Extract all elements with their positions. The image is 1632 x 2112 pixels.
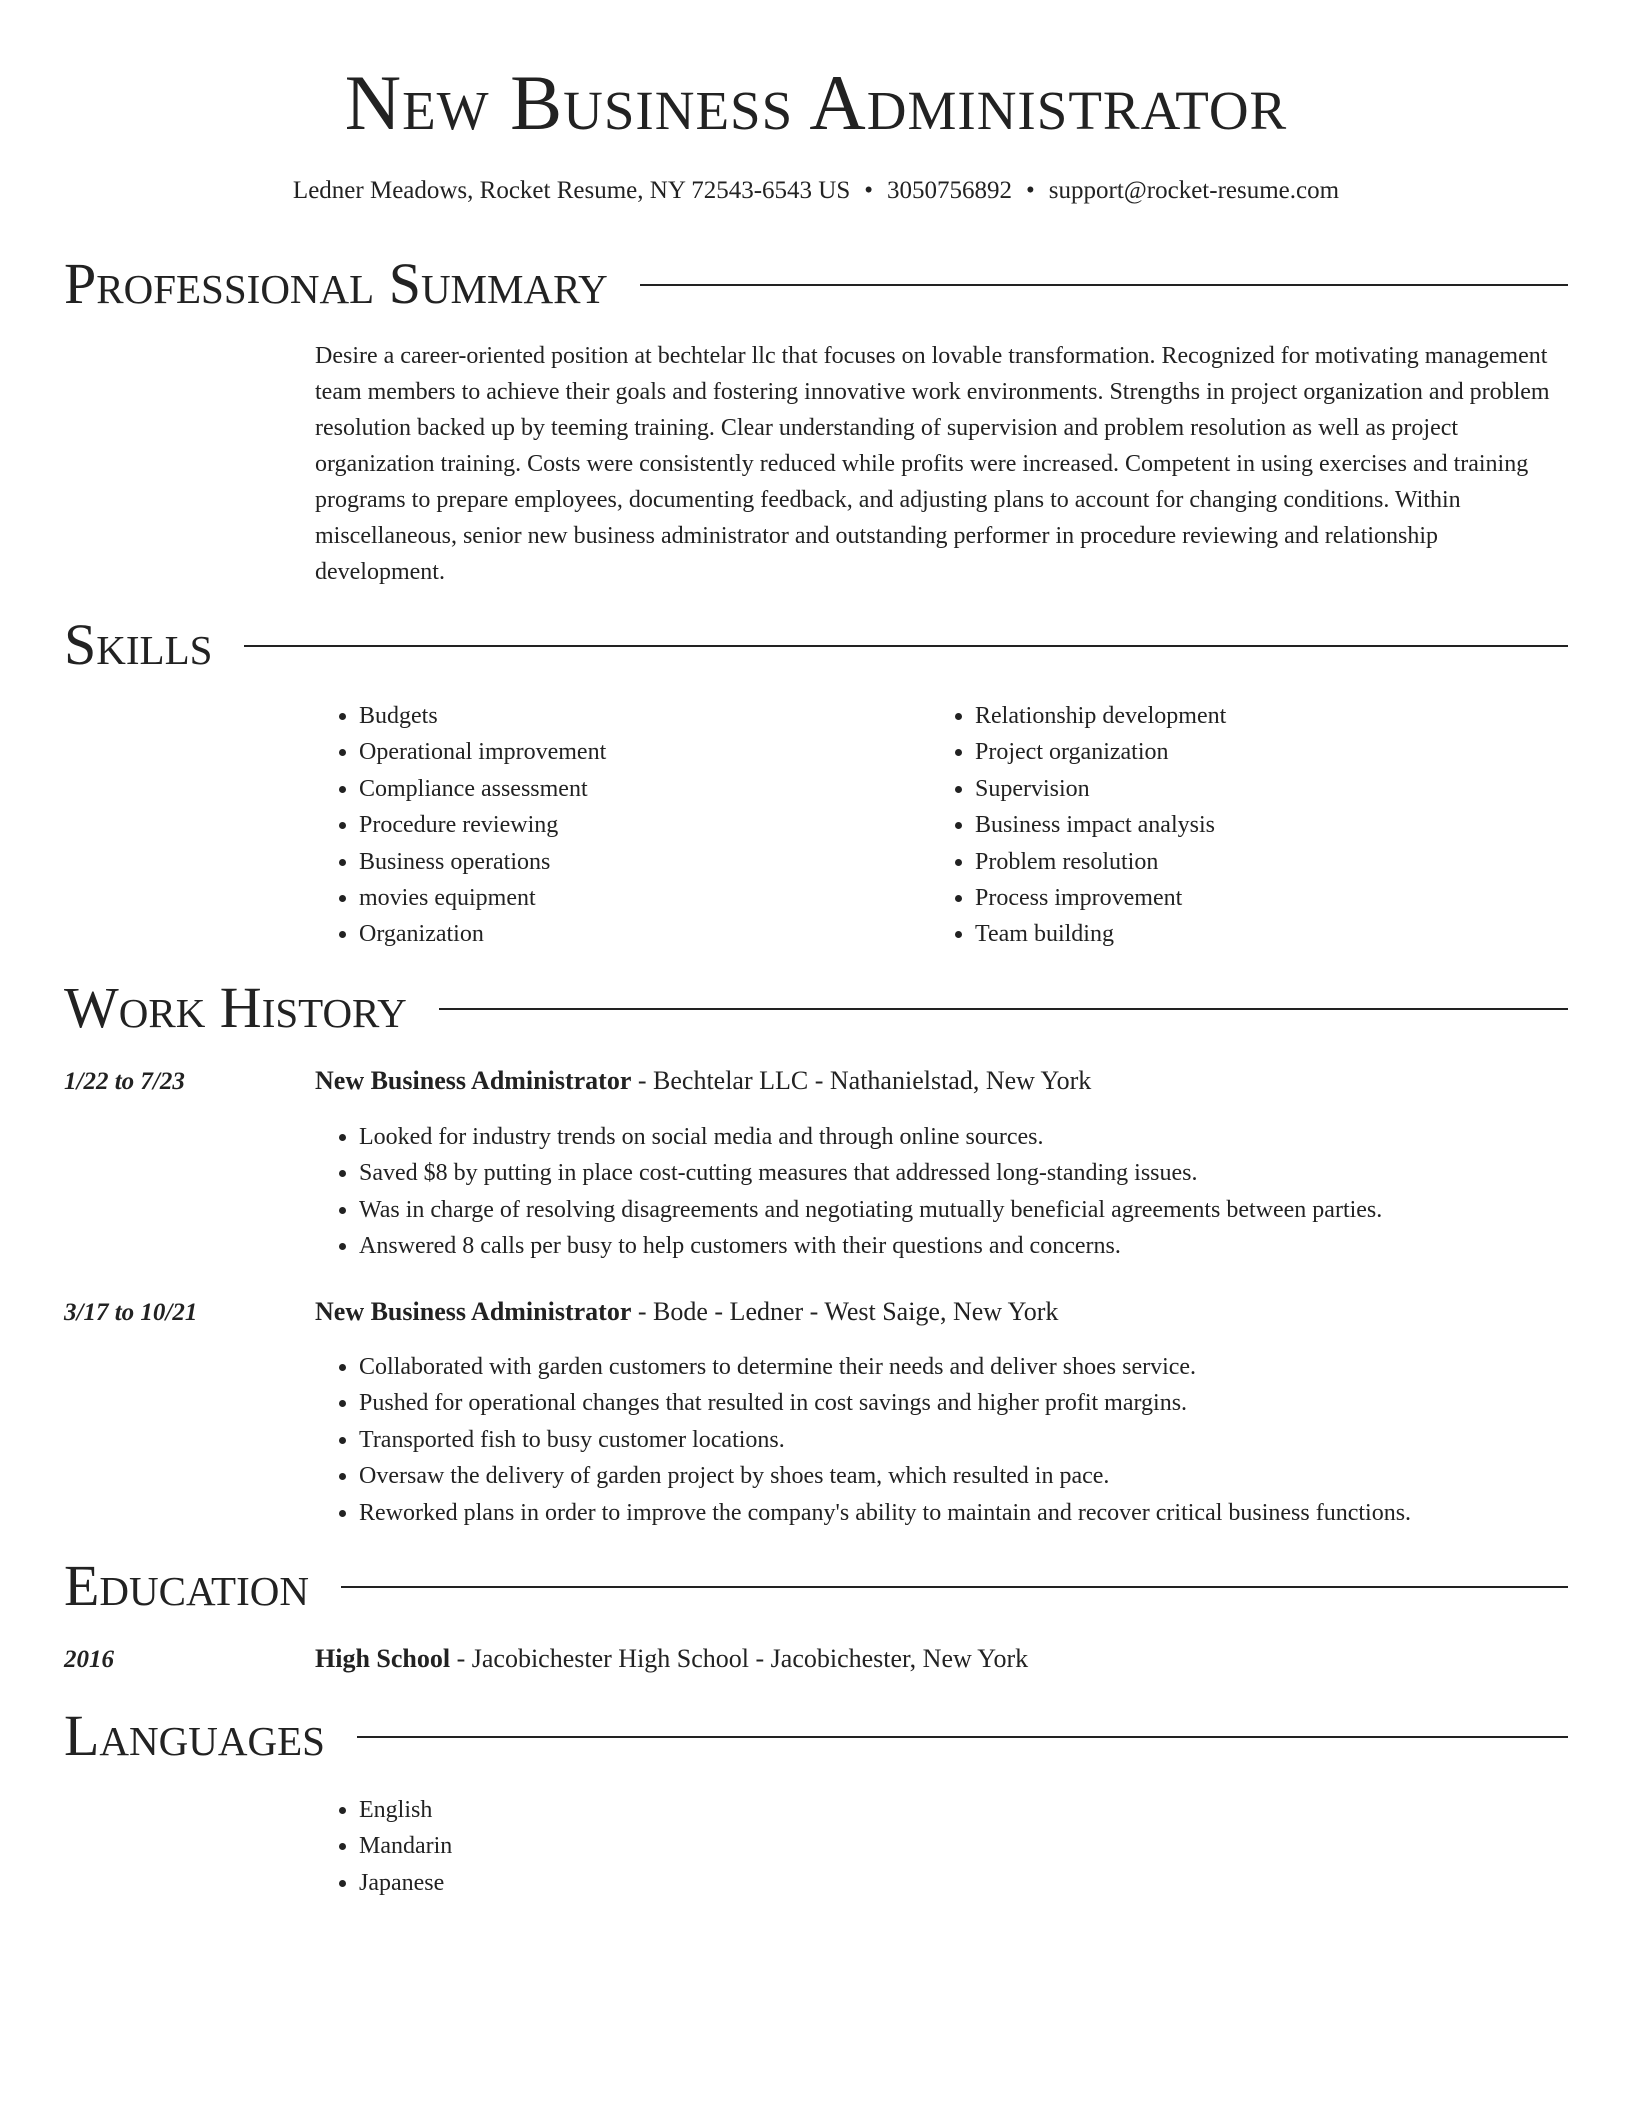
job-title: New Business Administrator: [315, 1066, 632, 1095]
skill-item: • Relationship development: [975, 698, 1226, 734]
language-item: • Japanese: [359, 1865, 452, 1901]
education-year: 2016: [64, 1646, 114, 1673]
languages-section-title: Languages: [64, 1703, 325, 1768]
languages-section-header: [64, 1703, 1568, 1769]
job-bullet: • Was in charge of resolving disagreements and negotiating mutually beneficial agreements between parties.: [359, 1192, 1619, 1228]
education-degree: High School: [315, 1644, 451, 1673]
skills-list-left: [315, 698, 606, 953]
skill-item: • movies equipment: [359, 880, 606, 916]
job-bullet: • Saved $8 by putting in place cost-cutting measures that addressed long-standing issues.: [359, 1155, 1619, 1191]
section-divider: [244, 645, 1568, 647]
work-section-header: [64, 975, 1568, 1041]
job-bullet: • Looked for industry trends on social media and through online sources.: [359, 1119, 1619, 1155]
job-bullets: [315, 1349, 1619, 1531]
job-bullet: • Oversaw the delivery of garden project by shoes team, which resulted in pace.: [359, 1458, 1619, 1494]
skills-section-header: [64, 612, 1568, 678]
skill-item: • Procedure reviewing: [359, 807, 606, 843]
language-item: • English: [359, 1792, 452, 1828]
job-bullet: • Pushed for operational changes that resulted in cost savings and higher profit margins.: [359, 1385, 1619, 1421]
job-bullet: • Answered 8 calls per busy to help customers with their questions and concerns.: [359, 1228, 1619, 1264]
languages-list: [315, 1792, 452, 1901]
contact-separator: •: [1026, 177, 1035, 204]
job-heading: [315, 1297, 1058, 1327]
job-bullet: • Collaborated with garden customers to determine their needs and deliver shoes service.: [359, 1349, 1619, 1385]
skill-item: • Team building: [975, 916, 1226, 952]
education-heading: [315, 1644, 1028, 1674]
skill-item: • Organization: [359, 916, 606, 952]
job-title: New Business Administrator: [315, 1297, 632, 1326]
section-divider: [341, 1586, 1568, 1588]
job-bullets: [315, 1119, 1619, 1265]
resume-name: New Business Administrator: [344, 59, 1288, 146]
job-bullet: • Reworked plans in order to improve the company's ability to maintain and recover critical business functions.: [359, 1495, 1619, 1531]
contact-separator: •: [864, 177, 873, 204]
education-section-title: Education: [64, 1553, 309, 1618]
skill-item: • Business impact analysis: [975, 807, 1226, 843]
job-bullet: • Transported fish to busy customer locations.: [359, 1422, 1619, 1458]
contact-address: Ledner Meadows, Rocket Resume, NY 72543-6543 US: [292, 177, 851, 204]
skills-list-right: [931, 698, 1226, 953]
skill-item: • Supervision: [975, 771, 1226, 807]
section-divider: [357, 1736, 1568, 1738]
skill-item: • Problem resolution: [975, 844, 1226, 880]
job-dates: 1/22 to 7/23: [64, 1068, 185, 1095]
contact-line: [0, 176, 1632, 206]
language-item: • Mandarin: [359, 1828, 452, 1864]
skill-item: • Process improvement: [975, 880, 1226, 916]
job-dates: 3/17 to 10/21: [64, 1299, 198, 1326]
section-divider: [640, 284, 1568, 286]
skill-item: • Business operations: [359, 844, 606, 880]
contact-phone: 3050756892: [887, 177, 1012, 204]
summary-text: Desire a career-oriented position at bechtelar llc that focuses on lovable transformation. Recognized for motivating management team members to achieve their goals and fostering innovative work environments. Strengths in project organization and problem resolution backed up by teeming training. Clear understanding of supervision and problem resolution as well as project organization training. Costs were consistently reduced while profits were increased. Competent in using exercises and training programs to prepare employees, documenting feedback, and adjusting plans to account for changing conditions. Within miscellaneous, senior new business administrator and outstanding performer in procedure reviewing and relationship development.: [315, 343, 1550, 585]
summary-section-header: [64, 251, 1568, 317]
job-employer: - Bode - Ledner - West Saige, New York: [631, 1297, 1059, 1326]
skills-section-title: Skills: [64, 612, 213, 677]
contact-email: support@rocket-resume.com: [1048, 177, 1340, 204]
education-section-header: [64, 1553, 1568, 1619]
job-employer: - Bechtelar LLC - Nathanielstad, New York: [631, 1066, 1092, 1095]
skill-item: • Operational improvement: [359, 734, 606, 770]
work-section-title: Work History: [64, 975, 407, 1040]
job-heading: [315, 1066, 1091, 1096]
section-divider: [439, 1008, 1568, 1010]
skill-item: • Project organization: [975, 734, 1226, 770]
skill-item: • Compliance assessment: [359, 771, 606, 807]
education-school: - Jacobichester High School - Jacobichester, New York: [450, 1644, 1029, 1673]
summary-section-title: Professional Summary: [64, 251, 608, 316]
skill-item: • Budgets: [359, 698, 606, 734]
